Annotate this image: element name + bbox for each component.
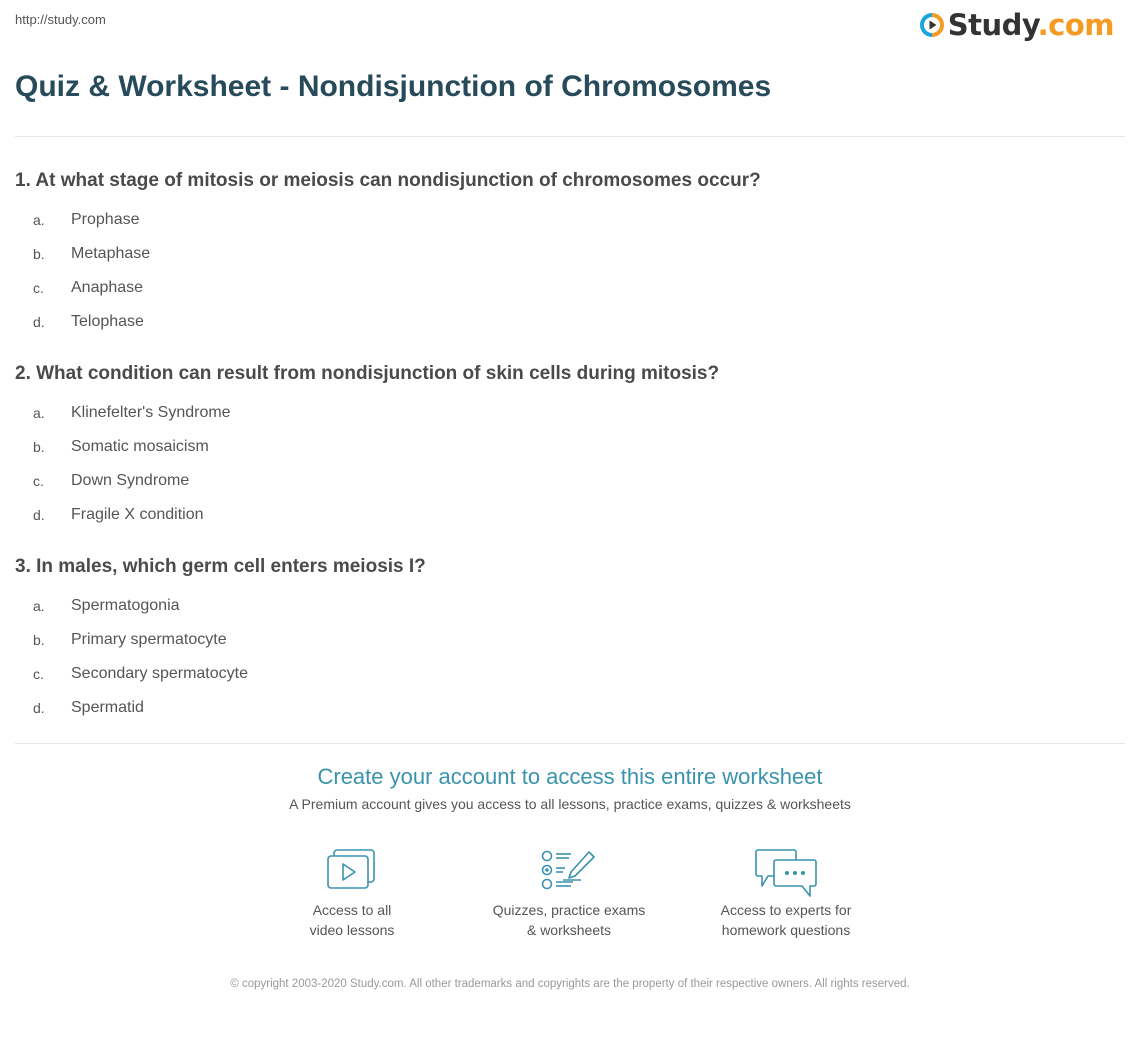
- choice-text: Fragile X condition: [71, 506, 204, 523]
- answer-choice[interactable]: [15, 430, 1115, 464]
- question-1: [15, 168, 1115, 339]
- choice-letter: c.: [33, 280, 44, 296]
- question-text: 3. In males, which germ cell enters meiosis I?: [15, 556, 426, 577]
- video-lessons-icon: [326, 848, 378, 892]
- choice-text: Anaphase: [71, 279, 144, 296]
- choice-text: Metaphase: [71, 245, 151, 262]
- question-2: [15, 361, 1115, 532]
- choice-letter: c.: [33, 666, 44, 682]
- answer-choice[interactable]: [15, 498, 1115, 532]
- choice-text: Telophase: [71, 313, 144, 330]
- choice-letter: a.: [33, 212, 45, 228]
- choice-text: Primary spermatocyte: [71, 631, 227, 648]
- choice-letter: a.: [33, 405, 45, 421]
- study-logo[interactable]: [920, 8, 1114, 42]
- answer-choice[interactable]: [15, 589, 1115, 623]
- answer-choice[interactable]: [15, 237, 1115, 271]
- divider: [15, 136, 1125, 137]
- answer-choice[interactable]: [15, 271, 1115, 305]
- feature-label: Access to all video lessons: [309, 902, 395, 938]
- feature-video-lessons: [252, 848, 452, 940]
- signup-cta: [0, 764, 1140, 812]
- choice-letter: b.: [33, 246, 45, 262]
- question-text: 2. What condition can result from nondisjunction of skin cells during mitosis?: [15, 363, 720, 384]
- cta-title-link[interactable]: Create your account to access this entire worksheet: [317, 764, 823, 789]
- answer-choice[interactable]: [15, 657, 1115, 691]
- question-3: [15, 554, 1115, 725]
- answer-choice[interactable]: [15, 623, 1115, 657]
- chat-bubbles-icon: [754, 848, 818, 898]
- answer-choice[interactable]: [15, 203, 1115, 237]
- question-text: 1. At what stage of mitosis or meiosis can nondisjunction of chromosomes occur?: [15, 170, 761, 191]
- answer-choice[interactable]: [15, 464, 1115, 498]
- answer-choice[interactable]: [15, 305, 1115, 339]
- choice-letter: a.: [33, 598, 45, 614]
- play-circle-logo-icon: [920, 13, 944, 37]
- copyright-notice: © copyright 2003-2020 Study.com. All other trademarks and copyrights are the property of their respective owners. All rights reserved.: [230, 978, 910, 990]
- feature-label: Quizzes, practice exams & worksheets: [492, 902, 646, 938]
- choice-text: Klinefelter's Syndrome: [71, 404, 231, 421]
- choice-text: Somatic mosaicism: [71, 438, 209, 455]
- answer-choice[interactable]: [15, 396, 1115, 430]
- page-title: Quiz & Worksheet - Nondisjunction of Chromosomes: [15, 70, 772, 103]
- choice-letter: d.: [33, 700, 45, 716]
- question-list: [15, 168, 1115, 747]
- choice-text: Spermatid: [71, 699, 144, 716]
- quiz-checklist-icon: [541, 848, 597, 892]
- choice-text: Down Syndrome: [71, 472, 190, 489]
- choice-letter: d.: [33, 314, 45, 330]
- choice-letter: b.: [33, 439, 45, 455]
- feature-experts: [686, 848, 886, 940]
- choice-letter: b.: [33, 632, 45, 648]
- feature-label: Access to experts for homework questions: [720, 902, 852, 938]
- cta-subtitle: A Premium account gives you access to all lessons, practice exams, quizzes & worksheets: [289, 796, 851, 812]
- divider: [15, 743, 1125, 744]
- choice-text: Prophase: [71, 211, 140, 228]
- feature-quizzes: [469, 848, 669, 940]
- logo-text: Study.com: [947, 8, 1114, 42]
- choice-text: Spermatogonia: [71, 597, 180, 614]
- answer-choice[interactable]: [15, 691, 1115, 725]
- source-url: http://study.com: [15, 12, 106, 27]
- choice-text: Secondary spermatocyte: [71, 665, 248, 682]
- choice-letter: c.: [33, 473, 44, 489]
- choice-letter: d.: [33, 507, 45, 523]
